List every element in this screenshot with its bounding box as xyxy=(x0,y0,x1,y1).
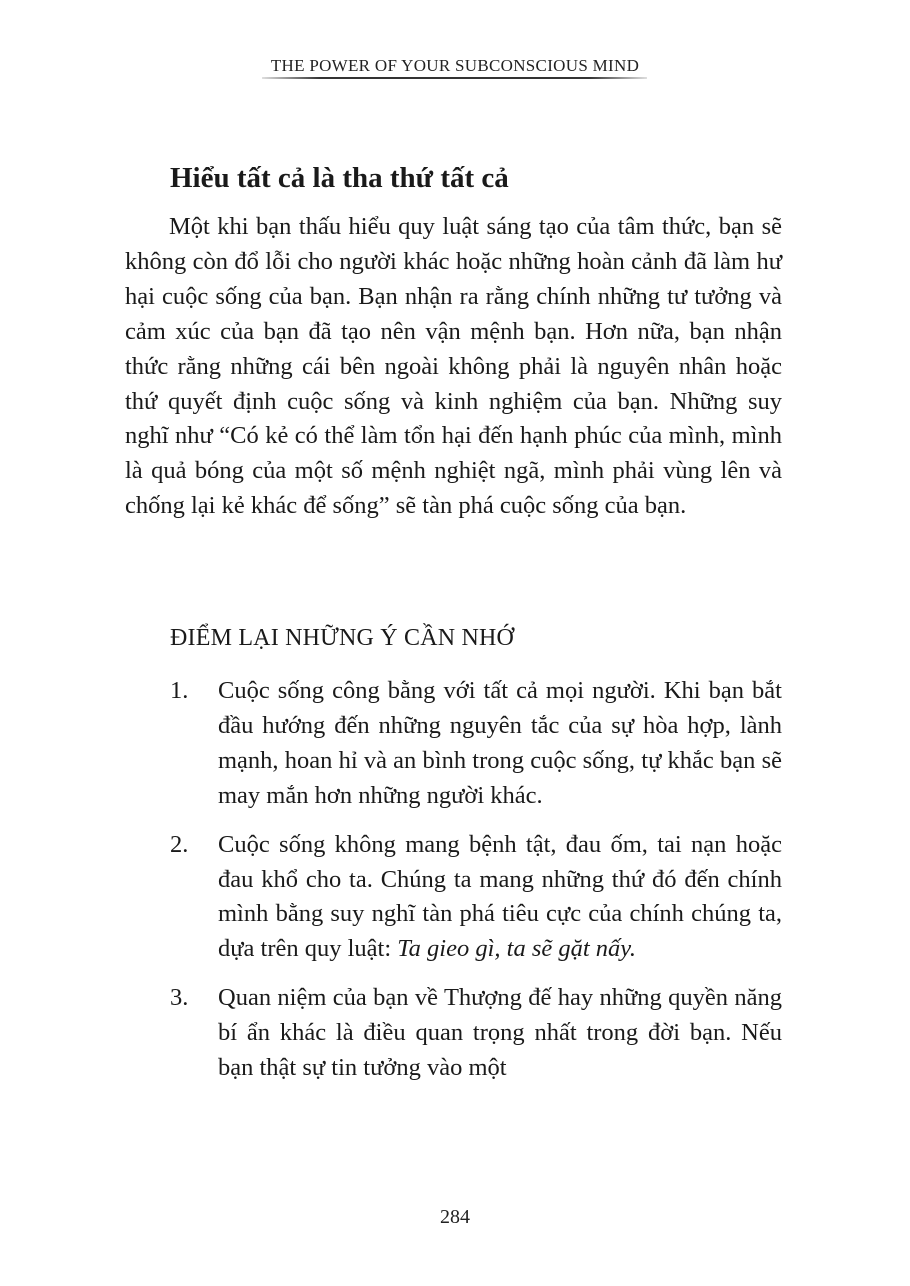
item-number: 3. xyxy=(170,984,189,1012)
recap-item-3 xyxy=(125,981,782,1086)
running-header xyxy=(0,56,910,76)
item-text: Cuộc sống công bằng với tất cả mọi người. Khi bạn bắt đầu hướng đến những nguyên tắc của sự hòa hợp, lành mạnh, hoan hỉ và an bình trong cuộc sống, tự khắc bạn sẽ may mắn hơn những người khác. xyxy=(218,677,782,809)
page-number: 284 xyxy=(440,1206,470,1228)
header-rule xyxy=(262,77,647,79)
item-number: 2. xyxy=(170,830,189,858)
running-title: THE POWER OF YOUR SUBCONSCIOUS MIND xyxy=(270,56,640,75)
body-paragraph: Một khi bạn thấu hiểu quy luật sáng tạo của tâm thức, bạn sẽ không còn đổ lỗi cho người khác hoặc những hoàn cảnh đã làm hư hại cuộc sống của bạn. Bạn nhận ra rằng chính những tư tưởng và cảm xúc của bạn đã tạo nên vận mệnh bạn. Hơn nữa, bạn nhận thức rằng những cái bên ngoài không phải là nguyên nhân hoặc thứ quyết định cuộc sống và kinh nghiệm của bạn. Những suy nghĩ như “Có kẻ có thể làm tổn hại đến hạnh phúc của mình, mình là quả bóng của một số mệnh nghiệt ngã, mình phải vùng lên và chống lại kẻ khác để sống” sẽ tàn phá cuộc sống của bạn. xyxy=(125,213,782,520)
recap-item-2 xyxy=(125,828,782,968)
recap-heading: ĐIỂM LẠI NHỮNG Ý CẦN NHỚ xyxy=(170,625,515,651)
item-text-emphasis: Ta gieo gì, ta sẽ gặt nấy. xyxy=(397,935,636,963)
item-text xyxy=(218,831,782,963)
recap-list xyxy=(125,674,782,1100)
item-text-plain: Cuộc sống không mang bệnh tật, đau ốm, tai nạn hoặc đau khổ cho ta. Chúng ta mang những thứ đó đến chính mình bằng suy nghĩ tàn phá tiêu cực của chính chúng ta, dựa trên quy luật: xyxy=(218,830,782,963)
section-heading: Hiểu tất cả là tha thứ tất cả xyxy=(170,162,509,194)
item-text: Quan niệm của bạn về Thượng đế hay những quyền năng bí ẩn khác là điều quan trọng nhất trong đời bạn. Nếu bạn thật sự tin tưởng vào một xyxy=(218,984,782,1082)
recap-item-1 xyxy=(125,674,782,814)
item-number: 1. xyxy=(170,677,189,704)
